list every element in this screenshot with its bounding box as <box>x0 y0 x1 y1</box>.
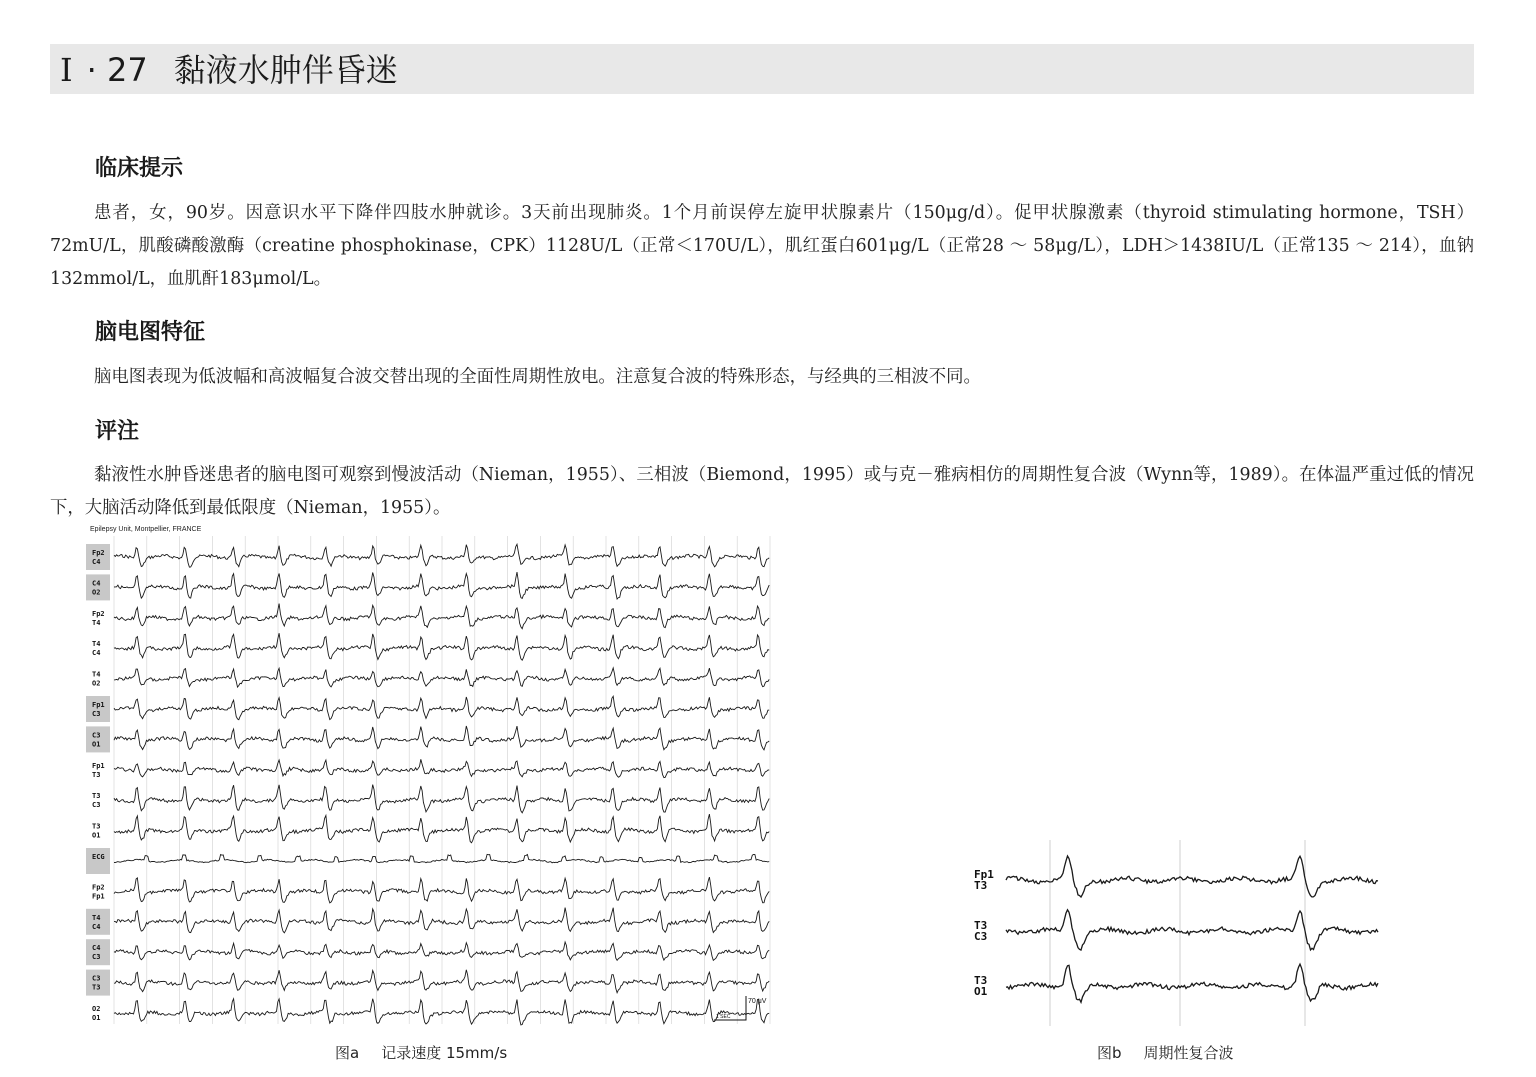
channel-label-bottom: O2 <box>92 588 101 597</box>
channel-label-bottom: T3 <box>92 770 101 779</box>
channel-label-bottom: C3 <box>92 953 101 962</box>
figure-b-channel-labels <box>974 868 994 998</box>
channel-label-top: T3 <box>974 974 988 987</box>
channel-label-top: Fp1 <box>92 761 105 770</box>
figure-b-caption-label: 图b <box>1097 1044 1122 1062</box>
paragraph-clinical: 患者，女，90岁。因意识水平下降伴四肢水肿就诊。3天前出现肺炎。1个月前误停左旋甲状腺素片（150μg/d）。促甲状腺激素（thyroid stimulating hormone，TSH）72mU/L，肌酸磷酸激酶（creatine phosphokinase，CPK）1128U/L（正常＜170U/L），肌红蛋白601μg/L（正常28 ～ 58μg/L），LDH＞1438IU/L（正常135 ～ 214），血钠132mmol/L，血肌酐183μmol/L。 <box>50 203 1474 289</box>
paragraph-comment: 黏液性水肿昏迷患者的脑电图可观察到慢波活动（Nieman，1955）、三相波（Biemond，1995）或与克－雅病相仿的周期性复合波（Wynn等，1989）。在体温严重过低的情况下，大脑活动降低到最低限度（Nieman，1955）。 <box>50 465 1474 518</box>
channel-label-background <box>86 696 110 722</box>
figure-a-source-label: Epilepsy Unit, Montpellier, FRANCE <box>90 526 202 533</box>
channel-label-top: Fp1 <box>974 868 994 881</box>
eeg-figure-b <box>970 838 1380 1028</box>
channel-label-top: Fp2 <box>92 883 105 892</box>
section-heading-eeg: 脑电图特征 <box>95 320 206 345</box>
channel-label-bottom: O1 <box>92 1014 101 1022</box>
channel-label-top: T3 <box>974 919 988 932</box>
figure-a-caption-text: 记录速度 15mm/s <box>381 1044 508 1062</box>
chapter-title <box>60 46 398 94</box>
channel-label-bottom: T3 <box>974 879 988 892</box>
figure-a-time-grid <box>114 536 770 1024</box>
channel-label-top: T4 <box>92 640 101 649</box>
paragraph-eeg: 脑电图表现为低波幅和高波幅复合波交替出现的全面性周期性放电。注意复合波的特殊形态，与经典的三相波不同。 <box>94 367 981 387</box>
figure-a-caption-label: 图a <box>335 1044 360 1062</box>
channel-label-bottom: C4 <box>92 922 101 931</box>
figure-a-channel-labels <box>86 544 110 1022</box>
channel-label-top: T3 <box>92 822 101 831</box>
channel-label-bottom: O1 <box>92 831 101 840</box>
eeg-figure-a <box>86 522 776 1026</box>
channel-label-top: Fp2 <box>92 609 105 618</box>
channel-label-bottom: C3 <box>92 710 101 718</box>
channel-label-top: ECG <box>92 853 105 861</box>
eeg-trace <box>1006 856 1378 897</box>
calibration-time-label: 1 SEC <box>716 1014 731 1020</box>
channel-label-bottom: C4 <box>92 558 101 566</box>
eeg-trace <box>1006 964 1378 1002</box>
channel-label-bottom: O2 <box>92 679 101 688</box>
channel-label-bottom: C3 <box>974 930 988 943</box>
channel-label-top: Fp2 <box>92 549 105 557</box>
channel-label-top: C3 <box>92 731 101 740</box>
figure-b-caption-text: 周期性复合波 <box>1143 1044 1234 1062</box>
channel-label-bottom: T3 <box>92 983 101 992</box>
channel-label-top: Fp1 <box>92 701 105 709</box>
channel-label-top: C3 <box>92 974 101 983</box>
channel-label-bottom: C3 <box>92 801 101 810</box>
section-heading-clinical: 临床提示 <box>95 156 184 181</box>
channel-label-top: O2 <box>92 1005 101 1013</box>
chapter-heading-text: 黏液水肿伴昏迷 <box>173 51 398 89</box>
channel-label-bottom: Fp1 <box>92 892 105 901</box>
channel-label-bottom: O1 <box>974 985 988 998</box>
eeg-trace <box>1006 910 1378 950</box>
calibration-amplitude-label: 70 μV <box>748 998 767 1005</box>
channel-label-top: T4 <box>92 670 101 679</box>
channel-label-top: T3 <box>92 792 101 801</box>
channel-label-background <box>86 848 110 874</box>
channel-label-bottom: O1 <box>92 740 101 749</box>
channel-label-bottom: C4 <box>92 649 101 658</box>
channel-label-top: T4 <box>92 913 101 922</box>
figure-b-caption <box>1097 1042 1234 1063</box>
calibration-bar <box>714 996 767 1020</box>
channel-label-top: C4 <box>92 579 101 588</box>
figure-b-time-grid <box>1050 840 1305 1026</box>
channel-label-bottom: T4 <box>92 618 101 627</box>
figure-b-traces <box>1006 856 1378 1002</box>
channel-label-background <box>86 544 110 570</box>
section-heading-comment: 评注 <box>95 419 140 444</box>
figure-a-caption <box>335 1042 507 1063</box>
chapter-number: · 27 <box>86 51 148 89</box>
chapter-roman-numeral: I <box>60 51 73 89</box>
channel-label-top: C4 <box>92 944 101 953</box>
